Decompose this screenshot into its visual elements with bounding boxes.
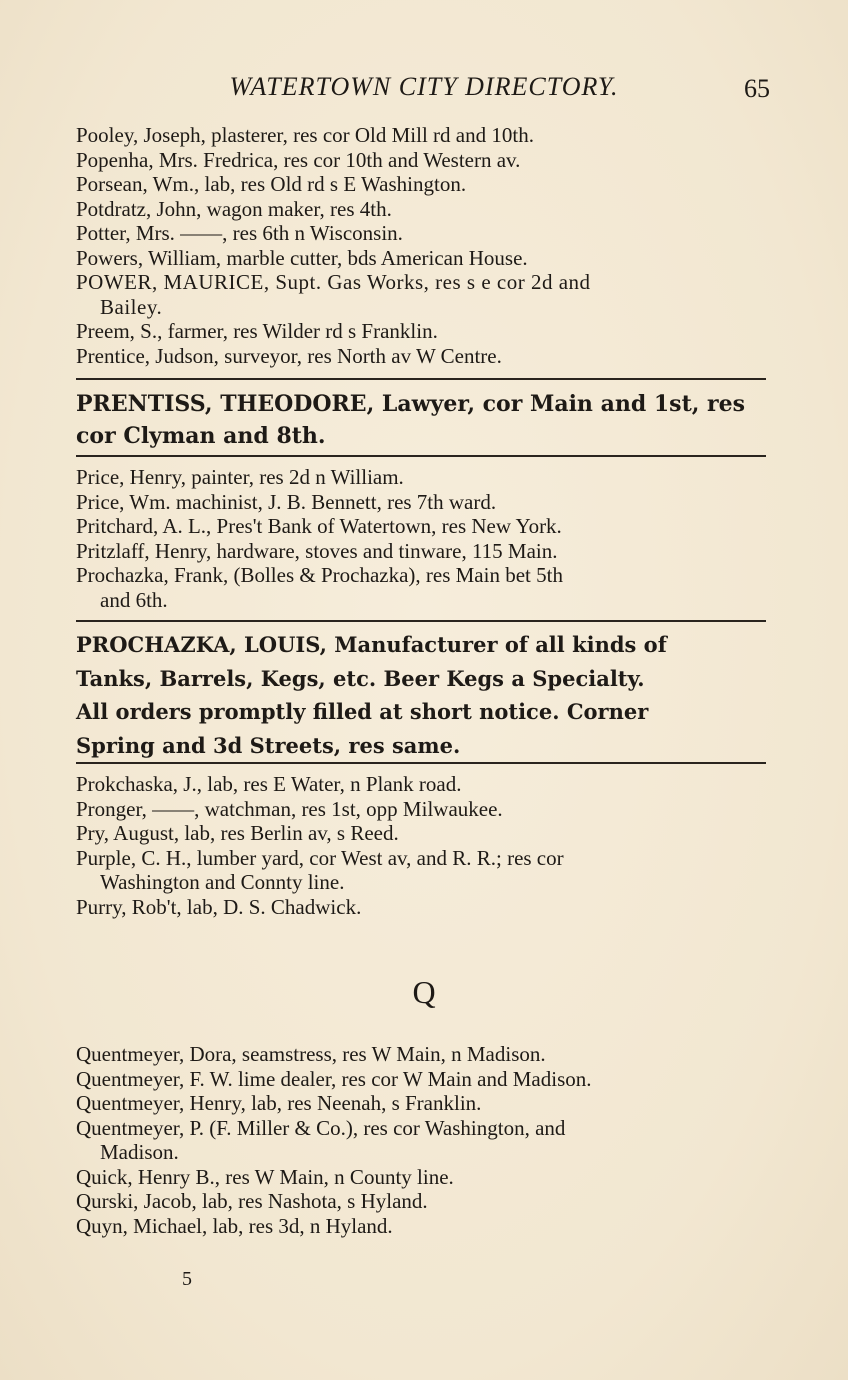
list-item: Powers, William, marble cutter, bds American House. [76,245,528,270]
entries-block-4 [76,1042,772,1238]
list-item: Quentmeyer, P. (F. Miller & Co.), res cor Washington, and Madison. [76,1115,566,1164]
ad-line: All orders promptly filled at short notice. Corner [76,699,649,724]
divider-rule [76,762,766,764]
list-item: Pritchard, A. L., Pres't Bank of Watertown, res New York. [76,514,562,538]
list-item: POWER, MAURICE, Supt. Gas Works, res s e cor 2d and Bailey. [76,270,591,319]
list-item: Pry, August, lab, res Berlin av, s Reed. [76,821,399,845]
ad-line: PRENTISS, THEODORE, Lawyer, cor Main and 1st, res [76,391,746,417]
divider-rule [76,455,766,457]
list-item: Prochazka, Frank, (Bolles & Prochazka), res Main bet 5th and 6th. [76,563,563,612]
advertisement-prentiss [76,388,772,452]
running-header [76,72,772,106]
entries-block-1 [76,123,772,368]
list-item: Price, Henry, painter, res 2d n William. [76,465,404,489]
list-item: Prentice, Judson, surveyor, res North av W Centre. [76,343,502,368]
entries-block-3 [76,772,772,919]
entries-block-2 [76,465,772,612]
ad-line: Spring and 3d Streets, res same. [76,732,461,758]
ad-line: cor Clyman and 8th. [76,423,326,449]
list-item: Prokchaska, J., lab, res E Water, n Plank road. [76,772,462,796]
list-item: Preem, S., farmer, res Wilder rd s Franklin. [76,319,438,343]
list-item: Popenha, Mrs. Fredrica, res cor 10th and Western av. [76,147,521,172]
list-item: Potdratz, John, wagon maker, res 4th. [76,196,392,221]
list-item: Quyn, Michael, lab, res 3d, n Hyland. [76,1213,393,1238]
list-item: Quentmeyer, Dora, seamstress, res W Main, n Madison. [76,1042,546,1066]
advertisement-prochazka [76,628,772,762]
header-title: WATERTOWN CITY DIRECTORY. [229,72,619,101]
signature-mark: 5 [182,1268,192,1290]
list-item: Qurski, Jacob, lab, res Nashota, s Hyland. [76,1189,428,1213]
page-number: 65 [744,74,770,103]
list-item: Quentmeyer, F. W. lime dealer, res cor W Main and Madison. [76,1066,592,1091]
list-item: Purple, C. H., lumber yard, cor West av, and R. R.; res cor Washington and Connty line. [76,845,564,894]
divider-rule [76,620,766,622]
list-item: Purry, Rob't, lab, D. S. Chadwick. [76,894,362,919]
ad-line: Tanks, Barrels, Kegs, etc. Beer Kegs a Specialty. [76,665,645,691]
list-item: Pronger, ——, watchman, res 1st, opp Milwaukee. [76,796,503,821]
list-item: Porsean, Wm., lab, res Old rd s E Washington. [76,172,467,196]
divider-rule [76,378,766,380]
section-letter: Q [412,974,436,1010]
list-item: Pritzlaff, Henry, hardware, stoves and tinware, 115 Main. [76,538,558,563]
list-item: Price, Wm. machinist, J. B. Bennett, res 7th ward. [76,489,497,514]
list-item: Quentmeyer, Henry, lab, res Neenah, s Franklin. [76,1091,482,1115]
list-item: Pooley, Joseph, plasterer, res cor Old Mill rd and 10th. [76,123,534,147]
list-item: Quick, Henry B., res W Main, n County line. [76,1164,454,1189]
list-item: Potter, Mrs. ——, res 6th n Wisconsin. [76,221,403,245]
ad-line: PROCHAZKA, LOUIS, Manufacturer of all kinds of [76,632,667,657]
